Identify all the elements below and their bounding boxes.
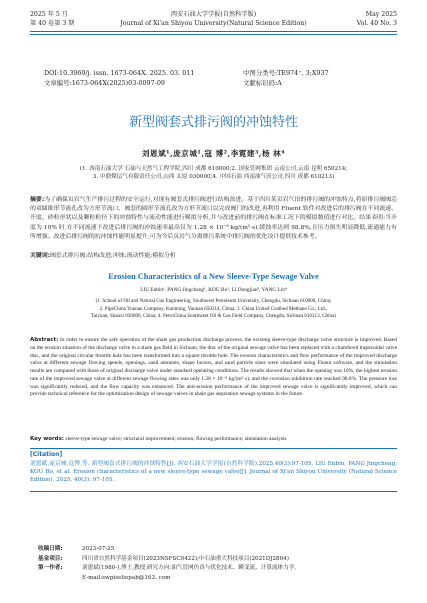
author-email: E-mail:swpiseliepab@163. com — [82, 574, 171, 581]
abstract-en — [30, 337, 397, 399]
abstract-cn-text: 为了确保页岩气生产排污过程的安全运行,对现有阀套式排污阀进行结构改进。基于四川某页岩气田的排污阀的冲蚀特点,将原排污阀阀芯的双圆锥形节流孔改为方形节流口、阀套的圆形节流孔改为方形节流口以完成阀门的改进,再利用 Fluent 软件对改进后的排污阀在不同流速、开度、砂粒形状以及颗粒粒径下的冲蚀特性与流动性能进行模拟分析,并与改进前的排污阀在标准工况下的模拟数值进行对比。结果表明:当开度为 10% 时,在不同流速下改进后排污阀的冲蚀速率最高仅为 1.28 × 10⁻⁸ kg/(m²·s),缓蚀率达到 98.8%,且压力损失明显降低,流通能力有所增强。改进后排污阀的抗冲蚀性能明显提升,可为今后页岩气分离排污系统中排污阀的优化设计提供技术参考。 — [30, 197, 397, 240]
header-center — [30, 10, 397, 28]
affiliations-cn — [30, 165, 397, 182]
title-en: Erosion Characteristics of a New Sleeve-Type Sewage Valve — [108, 272, 319, 281]
citation-rule-top — [30, 448, 397, 449]
abstract-cn — [30, 196, 397, 242]
header-issue-en: Vol. 40 No. 3 — [356, 20, 397, 27]
header-date-en: May 2025 — [365, 11, 397, 18]
author-bio: 刘恩斌(1980-),博士,教授,研究方向:油气管网仿真与优化技术、瞬变流、计算流体力学。 — [82, 565, 300, 572]
abstract-en-label: Abstract: — [30, 337, 59, 343]
authors-en: LIU Enbin¹, PANG Jingcheng¹, KOU Bo², LI Dongjian³, YANG Lin⁴ — [140, 287, 287, 293]
document-code: 文献标识码:A — [243, 79, 282, 87]
citation-text: 刘恩斌,庞京城,寇博,等. 新型阀套式排污阀的冲蚀特性[J]. 西安石油大学学报(自然科学版),2025,40(3):97-105. LIU Enbin, PANG Jingcheng, KOU Bo, et al. Erosion characteristics of a new sleeve-type sewage valve[J]. Journal of Xi'an Shiyou University (Natural Science Edition), 2025, 40(3): 97-105. — [30, 461, 397, 483]
clc-number: 中图分类号:TE974⁺. 3;X937 — [243, 69, 329, 77]
citation-rule-bottom — [30, 491, 397, 492]
fund-label: 基金项目: — [38, 555, 63, 562]
title-cn: 新型阀套式排污阀的冲蚀特性 — [128, 115, 298, 130]
abstract-cn-label: 摘要: — [30, 197, 45, 203]
keywords-en-label: Key words: — [30, 436, 64, 442]
header-issue-cn: 第 40 卷第 3 期 — [30, 20, 75, 27]
keywords-cn-text: 阀套式排污阀;结构改进;冲蚀;流动性能;模拟分析 — [50, 253, 176, 259]
affiliations-en — [40, 298, 387, 321]
footnotes — [38, 545, 397, 583]
article-meta — [44, 68, 383, 88]
abstract-en-text: In order to ensure the safe operation of the shale gas production discharge process, the existing sleeve-type discharge valve structure is improved. Based on the erosion situation of the discharge valve in a shale gas field in Sichuan, the disc of the original sewage valve has been replaced with a chamfered trapezoidal valve disc, and the original circular throttle hole has been transformed into a square throttle hole. The erosion characteristics and flow performance of the improved discharge valve at different sewage flowing speeds, openings, sand amounts, shape factors, and sand particle sizes were simulated using Fluent software, and the simulation results are compared with those of original discharge valve under standard operating conditions. The results showed that when the opening was 10%, the highest erosion rate of the improved sewage valve at different sewage flowing rates was only 1.28 × 10⁻⁸ kg/(m²·s), and the corrosion inhibition rate reached 98.8%. The pressure loss was significantly reduced, and the flow capacity was enhanced. The anti-erosion performance of the improved sewage valve is significantly improved, which can provide technical reference for the optimization design of sewage valves in shale gas separation sewage systems in the future. — [30, 337, 397, 398]
author-label: 第一作者: — [38, 565, 63, 572]
fund-text: 四川省自然科学基金项目(2023NSFSC0422);中石油重大科技项目(2021DJ2804) — [82, 555, 289, 562]
citation-label: [Citation] — [30, 451, 63, 458]
article-number: 文章编号:1673-064X(2025)03-0097-09 — [44, 79, 165, 87]
journal-name-en: Journal of Xi'an Shiyou University(Natural Science Edition) — [120, 20, 307, 27]
affiliation-en-line: 2. PipeChina Yunnan Company, Kunming, Yunnan 650214, China; 3. China United Coalbed Methane Co., Ltd., — [99, 305, 328, 312]
affiliation-en-line: Taiyuan, Shanxi 030000, China; 4. PetroChina Southwest Oil & Gas Field Company, Chengdu, Sichuan 610213, China) — [90, 313, 337, 319]
keywords-en — [30, 436, 397, 444]
affiliation-cn-line: (1. 西南石油大学 石油与天然气工程学院,四川 成都 610000;2. 国家管网集团 云南公司,云南 昆明 650214; — [79, 166, 348, 172]
journal-name-cn: 西安石油大学学报(自然科学版) — [170, 11, 257, 18]
header-rule-thin — [30, 34, 397, 35]
keywords-cn-label: 关键词: — [30, 253, 51, 259]
header-right — [357, 10, 397, 28]
doi: DOI:10.3969/j. issn. 1673-064X. 2025. 03. 011 — [44, 69, 195, 77]
authors-cn: 刘恩斌¹,庞京城¹,寇 博²,李霓建³,杨 林⁴ — [141, 149, 286, 158]
page-header — [30, 10, 397, 36]
received-label: 收稿日期: — [38, 546, 63, 552]
affiliation-cn-line: 3. 中联煤层气有限责任公司,山西 太原 030000;4. 中国石油 西南油气田公司,四川 成都 610213) — [92, 174, 335, 181]
keywords-cn — [30, 252, 397, 261]
keywords-en-text: sleeve-type sewage valve; structural improvement; erosion; flowing performance; simulation analysis — [65, 436, 287, 442]
header-rule-thick — [30, 31, 397, 32]
received-date: 2023-07-25 — [82, 546, 115, 552]
affiliation-en-line: (1. School of Oil and Natural Gas Engineering, Southwest Petroleum University, Chengdu, Sichuan 610000, China; — [95, 298, 332, 304]
header-date-cn: 2025 年 5 月 — [30, 11, 68, 18]
